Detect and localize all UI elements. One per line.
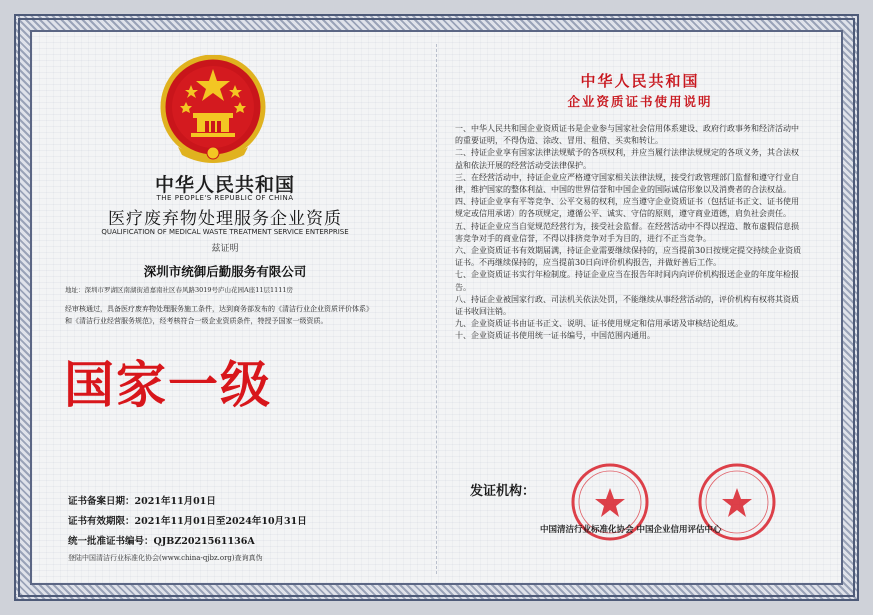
certificate-title-en: QUALIFICATION OF MEDICAL WASTE TREATMENT SERVICE ENTERPRISE bbox=[101, 228, 349, 236]
record-date-label: 证书备案日期： bbox=[68, 496, 135, 507]
issuer-label: 发证机构： bbox=[470, 484, 536, 499]
certificate-body: 经审核通过，具备医疗废弃物处理服务施工条件，达到商务部发布的《清洁行业企业资质评价体系》和《清洁行业经营服务规范》，经考核符合一级企业资质条件，特授予国家一级资质。 bbox=[65, 305, 370, 325]
validity-row bbox=[68, 513, 307, 527]
term-item: 三、在经营活动中，持证企业应严格遵守国家相关法律法规，接受行政管理部门监督和遵守行业自律，维护国家的整体利益、中国的世界信誉和中国企业的国际诚信形象以及消费者的合法权益。 bbox=[455, 172, 799, 195]
term-item: 六、企业资质证书有效期届满，持证企业需要继续保持的，应当提前30日按规定提交持续企业资质证书。不再继续保持的，应当提前30日向评价机构报告，并做好善后工作。 bbox=[455, 246, 802, 268]
instructions-title: 企业资质证书使用说明 bbox=[567, 94, 713, 109]
company-address: 地址：深圳市罗湖区南湖街道嘉南社区春风路3019号庐山花园A座11层1111房 bbox=[65, 286, 294, 294]
cert-number-value: QJBZ2021561136A bbox=[153, 536, 255, 547]
term-item: 八、持证企业被国家行政、司法机关依法处罚，不能继续从事经营活动的，评价机构有权将其资质证书收回注销。 bbox=[455, 294, 799, 317]
term-item: 五、持证企业应当自觉规范经营行为，接受社会监督。在经营活动中不得以捏造、散布虚假信息损害竞争对手的商业信誉，不得以排挤竞争对手为目的，进行不正当竞争。 bbox=[455, 221, 799, 243]
certify-label: 兹证明 bbox=[211, 244, 239, 254]
instructions-title-country: 中华人民共和国 bbox=[580, 72, 700, 90]
country-name-en: THE PEOPLE'S REPUBLIC OF CHINA bbox=[156, 194, 294, 202]
verification-note: 登陆中国清洁行业标准化协会(www.china-qjbz.org)查询真伪 bbox=[68, 554, 263, 562]
term-item: 一、中华人民共和国企业资质证书是企业参与国家社会信用体系建设、政府行政事务和经济活动中的重要证明，不得伪造、涂改、冒用、租借、买卖和转让。 bbox=[455, 124, 799, 146]
cert-number-label: 统一批准证书编号： bbox=[68, 536, 154, 547]
validity-label: 证书有效期限： bbox=[68, 516, 135, 527]
national-emblem-icon bbox=[158, 55, 268, 163]
term-item: 十、企业资质证书使用统一证书编号，中国范围内通用。 bbox=[455, 331, 655, 341]
usage-terms bbox=[455, 123, 805, 343]
qualification-grade: 国家一级 bbox=[64, 355, 272, 414]
issuing-organizations: 中国清洁行业标准化协会 中国企业信用评估中心 bbox=[540, 525, 722, 535]
validity-value: 2021年11月01日至2024年10月31日 bbox=[134, 516, 307, 527]
center-divider bbox=[436, 44, 437, 574]
term-item: 二、持证企业享有国家法律法规赋予的各项权利，并应当履行法律法规规定的各项义务，其合法权益和依法开展的经营活动受法律保护。 bbox=[455, 148, 799, 170]
term-item: 四、持证企业享有平等竞争、公平交易的权利，应当遵守企业资质证书（包括证书正文、证书使用规定或信用承诺）的各项规定，遵循公平、诚实、守信的原则，遵守商业道德，肩负社会责任。 bbox=[455, 197, 799, 219]
company-name: 深圳市统御后勤服务有限公司 bbox=[143, 264, 307, 279]
country-name: 中华人民共和国 bbox=[154, 174, 295, 196]
record-date-row bbox=[68, 493, 216, 507]
record-date-value: 2021年11月01日 bbox=[134, 496, 216, 507]
certificate-title: 医疗废弃物处理服务企业资质 bbox=[108, 209, 342, 229]
cert-number-row bbox=[68, 533, 255, 547]
term-item: 九、企业资质证书由证书正文、说明、证书使用规定和信用承诺及审核结论组成。 bbox=[455, 319, 743, 329]
term-item: 七、企业资质证书实行年检制度。持证企业应当在报告年时间内向评价机构报送企业的年度年检报告。 bbox=[455, 270, 799, 292]
